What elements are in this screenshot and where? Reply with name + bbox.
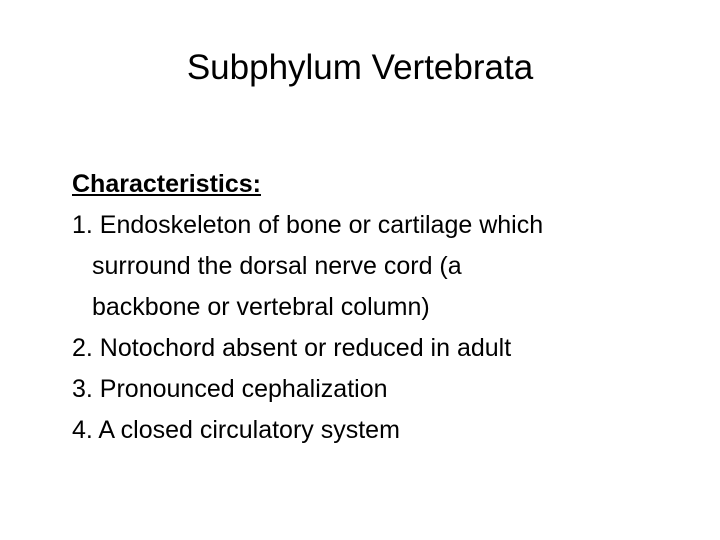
list-item — [72, 205, 672, 328]
list-item-line: 1. Endoskeleton of bone or cartilage which — [72, 211, 544, 239]
slide-title: Subphylum Vertebrata — [186, 48, 534, 87]
list-item-line: 3. Pronounced cephalization — [72, 375, 388, 403]
list-item — [72, 369, 672, 410]
list-item-line: 2. Notochord absent or reduced in adult — [72, 334, 512, 362]
slide-body — [72, 164, 672, 451]
list-item-line: 4. A closed circulatory system — [72, 416, 400, 444]
list-item — [72, 410, 672, 451]
list-item-line: surround the dorsal nerve cord (a — [92, 252, 462, 280]
list-item-line: backbone or vertebral column) — [92, 293, 430, 321]
list-item — [72, 328, 672, 369]
characteristics-heading: Characteristics: — [72, 170, 261, 198]
